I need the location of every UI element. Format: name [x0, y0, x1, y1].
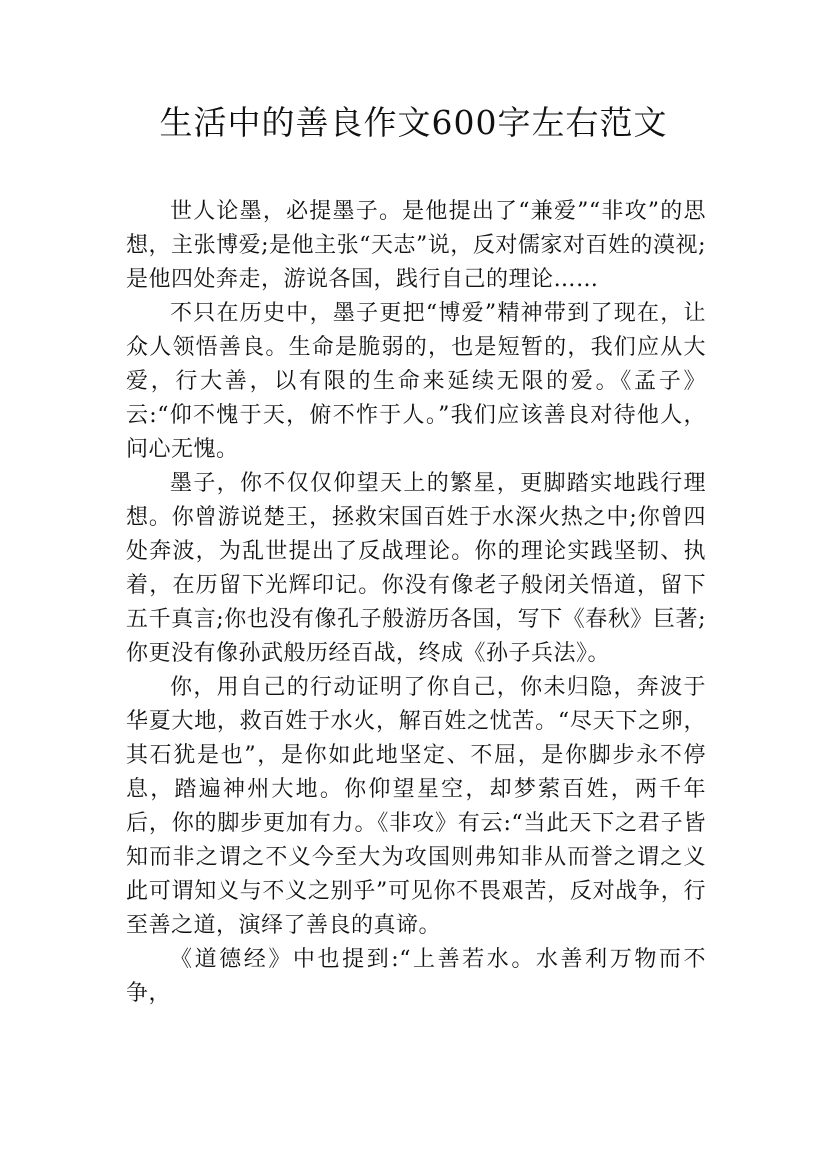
- paragraph-2: 不只在历史中，墨子更把“博爱”精神带到了现在，让众人领悟善良。生命是脆弱的，也是短暂的，我们应从大爱，行大善，以有限的生命来延续无限的爱。《孟子》云:“仰不愧于天，俯不怍于人。”我们应该善良对待他人，问心无愧。: [126, 301, 706, 462]
- document-body: [126, 195, 706, 1011]
- paragraph-1: 世人论墨，必提墨子。是他提出了“兼爱”“非攻”的思想，主张博爱;是他主张“天志”说，反对儒家对百姓的漠视;是他四处奔走，游说各国，践行自己的理论……: [126, 199, 706, 292]
- paragraph-3: 墨子，你不仅仅仰望天上的繁星，更脚踏实地践行理想。你曾游说楚王，拯救宋国百姓于水深火热之中;你曾四处奔波，为乱世提出了反战理论。你的理论实践坚韧、执着，在历留下光辉印记。你没有像老子般闭关悟道，留下五千真言;你也没有像孔子般游历各国，写下《春秋》巨著;你更没有像孙武般历经百战，终成《孙子兵法》。: [126, 471, 706, 666]
- paragraph-4: 你，用自己的行动证明了你自己，你未归隐，奔波于华夏大地，救百姓于水火，解百姓之忧苦。“尽天下之卵，其石犹是也”，是你如此地坚定、不屈，是你脚步永不停息，踏遍神州大地。你仰望星空，却梦萦百姓，两千年后，你的脚步更加有力。《非攻》有云:“当此天下之君子皆知而非之谓之不义今至大为攻国则弗知非从而誉之谓之义此可谓知义与不义之别乎”可见你不畏艰苦，反对战争，行至善之道，演绎了善良的真谛。: [126, 675, 706, 938]
- document-title: 生活中的善良作文600字左右范文: [159, 103, 668, 142]
- paragraph-5: 《道德经》中也提到:“上善若水。水善利万物而不争，: [126, 947, 706, 1006]
